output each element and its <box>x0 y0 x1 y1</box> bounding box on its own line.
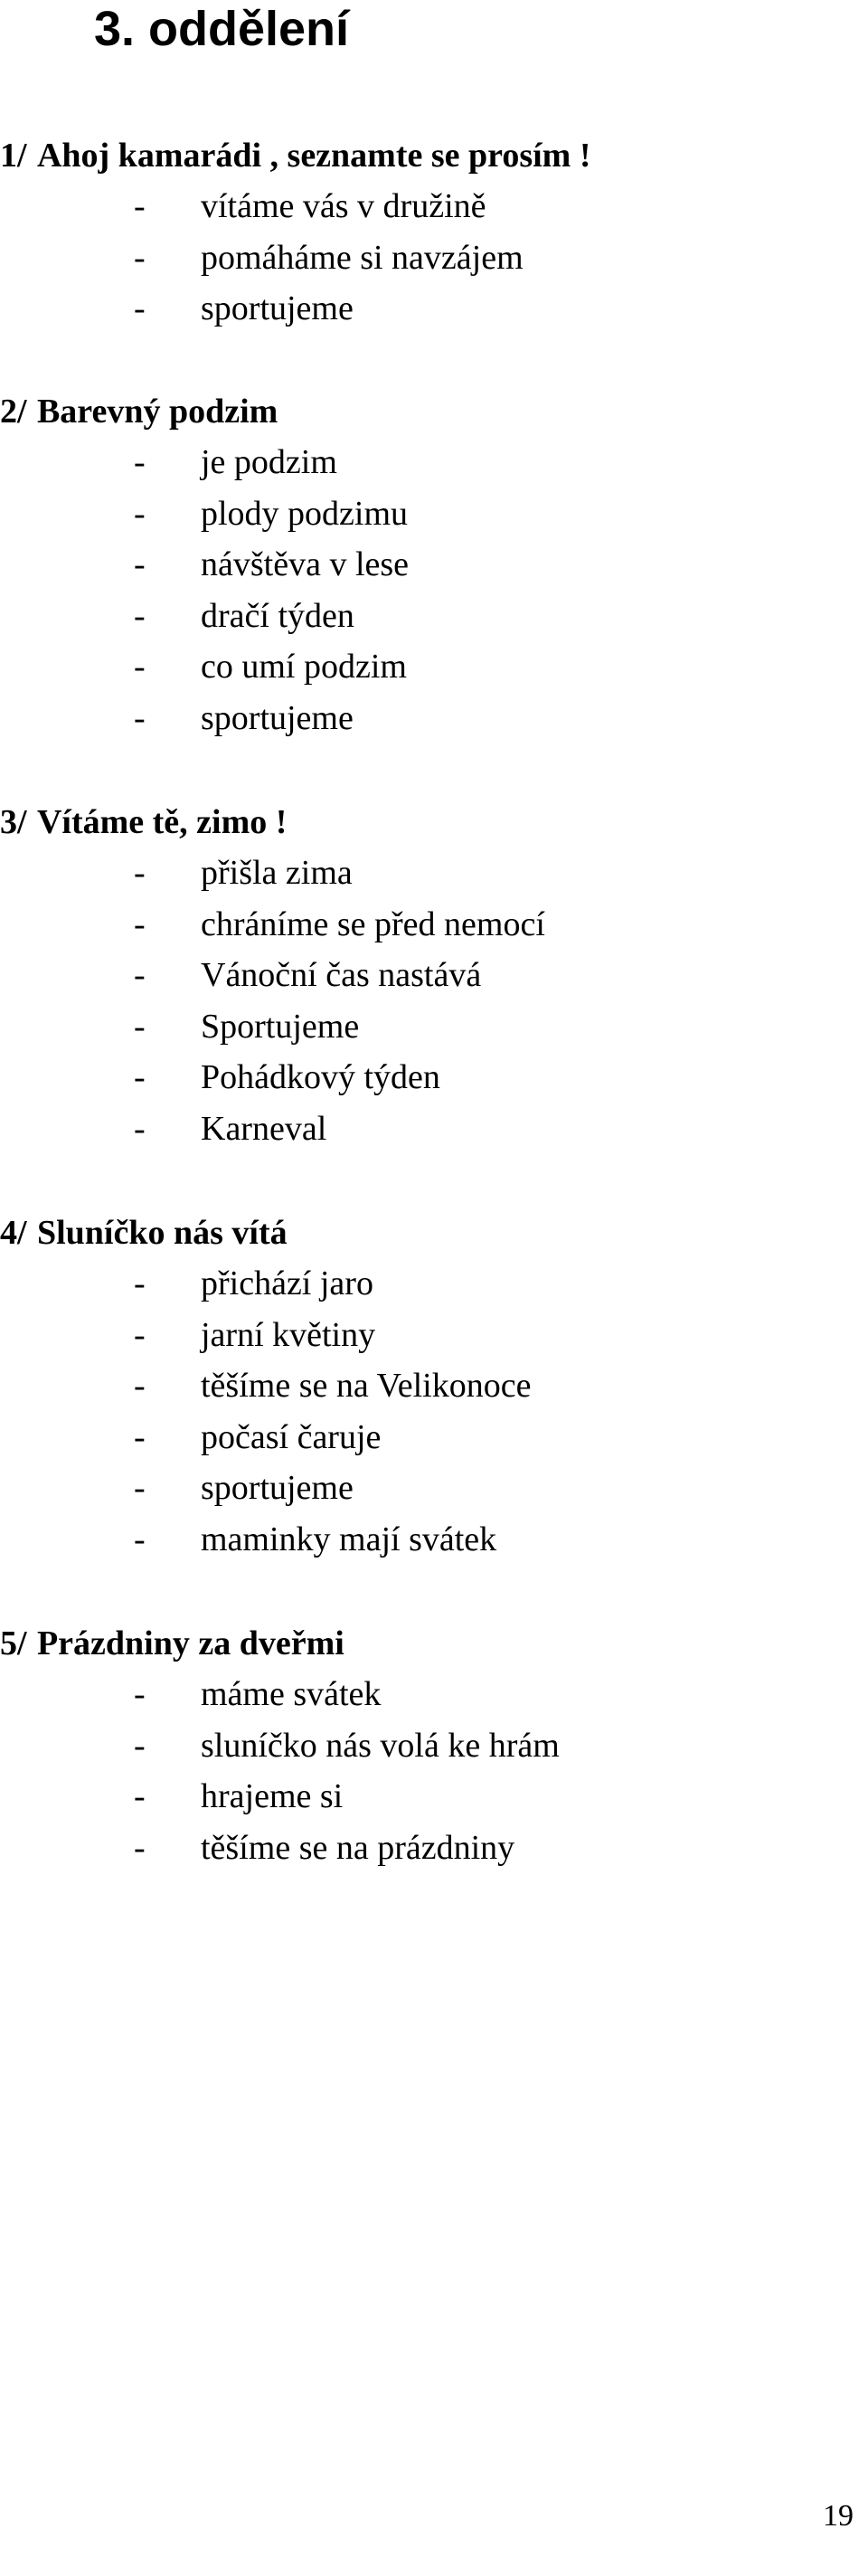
list-item-text: dračí týden <box>201 596 354 635</box>
bullet-dash: - <box>134 238 146 277</box>
section-number: 4/ <box>0 1214 27 1252</box>
list-item-text: Pohádkový týden <box>201 1058 440 1096</box>
list-item <box>0 1463 868 1514</box>
item-list <box>0 848 868 1154</box>
list-item <box>0 437 868 488</box>
item-list <box>0 181 868 335</box>
list-item-text: návštěva v lese <box>201 545 410 583</box>
section-1 <box>0 130 868 335</box>
section-heading <box>0 1618 868 1669</box>
page-number: 19 <box>823 2499 854 2533</box>
list-item-text: pomáháme si navzájem <box>201 238 524 277</box>
list-item <box>0 1258 868 1310</box>
section-4 <box>0 1208 868 1565</box>
page-title: 3. oddělení <box>94 2 350 56</box>
bullet-dash: - <box>134 443 146 481</box>
list-item-text: chráníme se před nemocí <box>201 904 545 943</box>
bullet-dash: - <box>134 1058 146 1096</box>
list-item-text: přišla zima <box>201 854 353 892</box>
bullet-dash: - <box>134 1264 146 1302</box>
list-item <box>0 181 868 232</box>
list-item <box>0 591 868 642</box>
bullet-dash: - <box>134 956 146 994</box>
list-item-text: jarní květiny <box>201 1315 376 1354</box>
list-item-text: sportujeme <box>201 289 354 327</box>
list-item-text: plody podzimu <box>201 494 409 533</box>
section-number: 2/ <box>0 393 27 431</box>
list-item <box>0 1669 868 1720</box>
list-item <box>0 283 868 335</box>
bullet-dash: - <box>134 1007 146 1046</box>
section-number: 3/ <box>0 803 27 841</box>
bullet-dash: - <box>134 1675 146 1713</box>
bullet-dash: - <box>134 1726 146 1765</box>
list-item-text: Sportujeme <box>201 1007 360 1046</box>
list-item-text: Vánoční čas nastává <box>201 956 482 994</box>
list-item-text: sportujeme <box>201 1469 354 1507</box>
item-list <box>0 1258 868 1565</box>
section-title: Vítáme tě, zimo ! <box>36 803 288 841</box>
list-item <box>0 1720 868 1772</box>
list-item <box>0 1771 868 1823</box>
bullet-dash: - <box>134 1520 146 1558</box>
section-3 <box>0 797 868 1154</box>
bullet-dash: - <box>134 1109 146 1148</box>
bullet-dash: - <box>134 854 146 892</box>
section-2 <box>0 386 868 743</box>
list-item-text: těšíme se na prázdniny <box>201 1828 515 1867</box>
bullet-dash: - <box>134 289 146 327</box>
list-item <box>0 1360 868 1412</box>
section-heading <box>0 130 868 181</box>
list-item-text: sportujeme <box>201 698 354 737</box>
bullet-dash: - <box>134 904 146 943</box>
bullet-dash: - <box>134 494 146 533</box>
list-item-text: hrajeme si <box>201 1777 344 1815</box>
list-item-text: počasí čaruje <box>201 1417 382 1456</box>
list-item <box>0 641 868 693</box>
list-item <box>0 899 868 951</box>
bullet-dash: - <box>134 1315 146 1354</box>
item-list <box>0 1669 868 1873</box>
section-heading <box>0 1208 868 1258</box>
list-item <box>0 1310 868 1361</box>
section-title: Ahoj kamarádi , seznamte se prosím ! <box>36 137 591 175</box>
item-list <box>0 437 868 743</box>
list-item <box>0 1103 868 1155</box>
list-item <box>0 1052 868 1103</box>
list-item-text: Karneval <box>201 1109 327 1148</box>
list-item-text: je podzim <box>201 443 337 481</box>
section-title: Prázdniny za dveřmi <box>36 1624 344 1662</box>
list-item <box>0 1823 868 1874</box>
bullet-dash: - <box>134 1777 146 1815</box>
list-item-text: maminky mají svátek <box>201 1520 497 1558</box>
bullet-dash: - <box>134 648 146 686</box>
section-title: Barevný podzim <box>36 393 278 431</box>
list-item <box>0 1514 868 1566</box>
bullet-dash: - <box>134 1469 146 1507</box>
list-item <box>0 693 868 744</box>
bullet-dash: - <box>134 545 146 583</box>
list-item <box>0 1412 868 1463</box>
list-item-text: vítáme vás v družině <box>201 187 486 225</box>
section-number: 1/ <box>0 137 27 175</box>
list-item <box>0 848 868 899</box>
list-item-text: máme svátek <box>201 1675 382 1713</box>
section-title: Sluníčko nás vítá <box>36 1214 288 1252</box>
list-item <box>0 232 868 284</box>
list-item-text: sluníčko nás volá ke hrám <box>201 1726 560 1765</box>
bullet-dash: - <box>134 187 146 225</box>
section-heading <box>0 797 868 848</box>
bullet-dash: - <box>134 698 146 737</box>
bullet-dash: - <box>134 1367 146 1405</box>
bullet-dash: - <box>134 1828 146 1867</box>
list-item-text: přichází jaro <box>201 1264 373 1302</box>
list-item <box>0 950 868 1001</box>
list-item <box>0 488 868 540</box>
bullet-dash: - <box>134 1417 146 1456</box>
list-item <box>0 539 868 591</box>
list-item-text: těšíme se na Velikonoce <box>201 1367 532 1405</box>
section-5 <box>0 1618 868 1873</box>
section-heading <box>0 386 868 437</box>
section-number: 5/ <box>0 1624 27 1662</box>
list-item <box>0 1001 868 1053</box>
list-item-text: co umí podzim <box>201 648 407 686</box>
bullet-dash: - <box>134 596 146 635</box>
